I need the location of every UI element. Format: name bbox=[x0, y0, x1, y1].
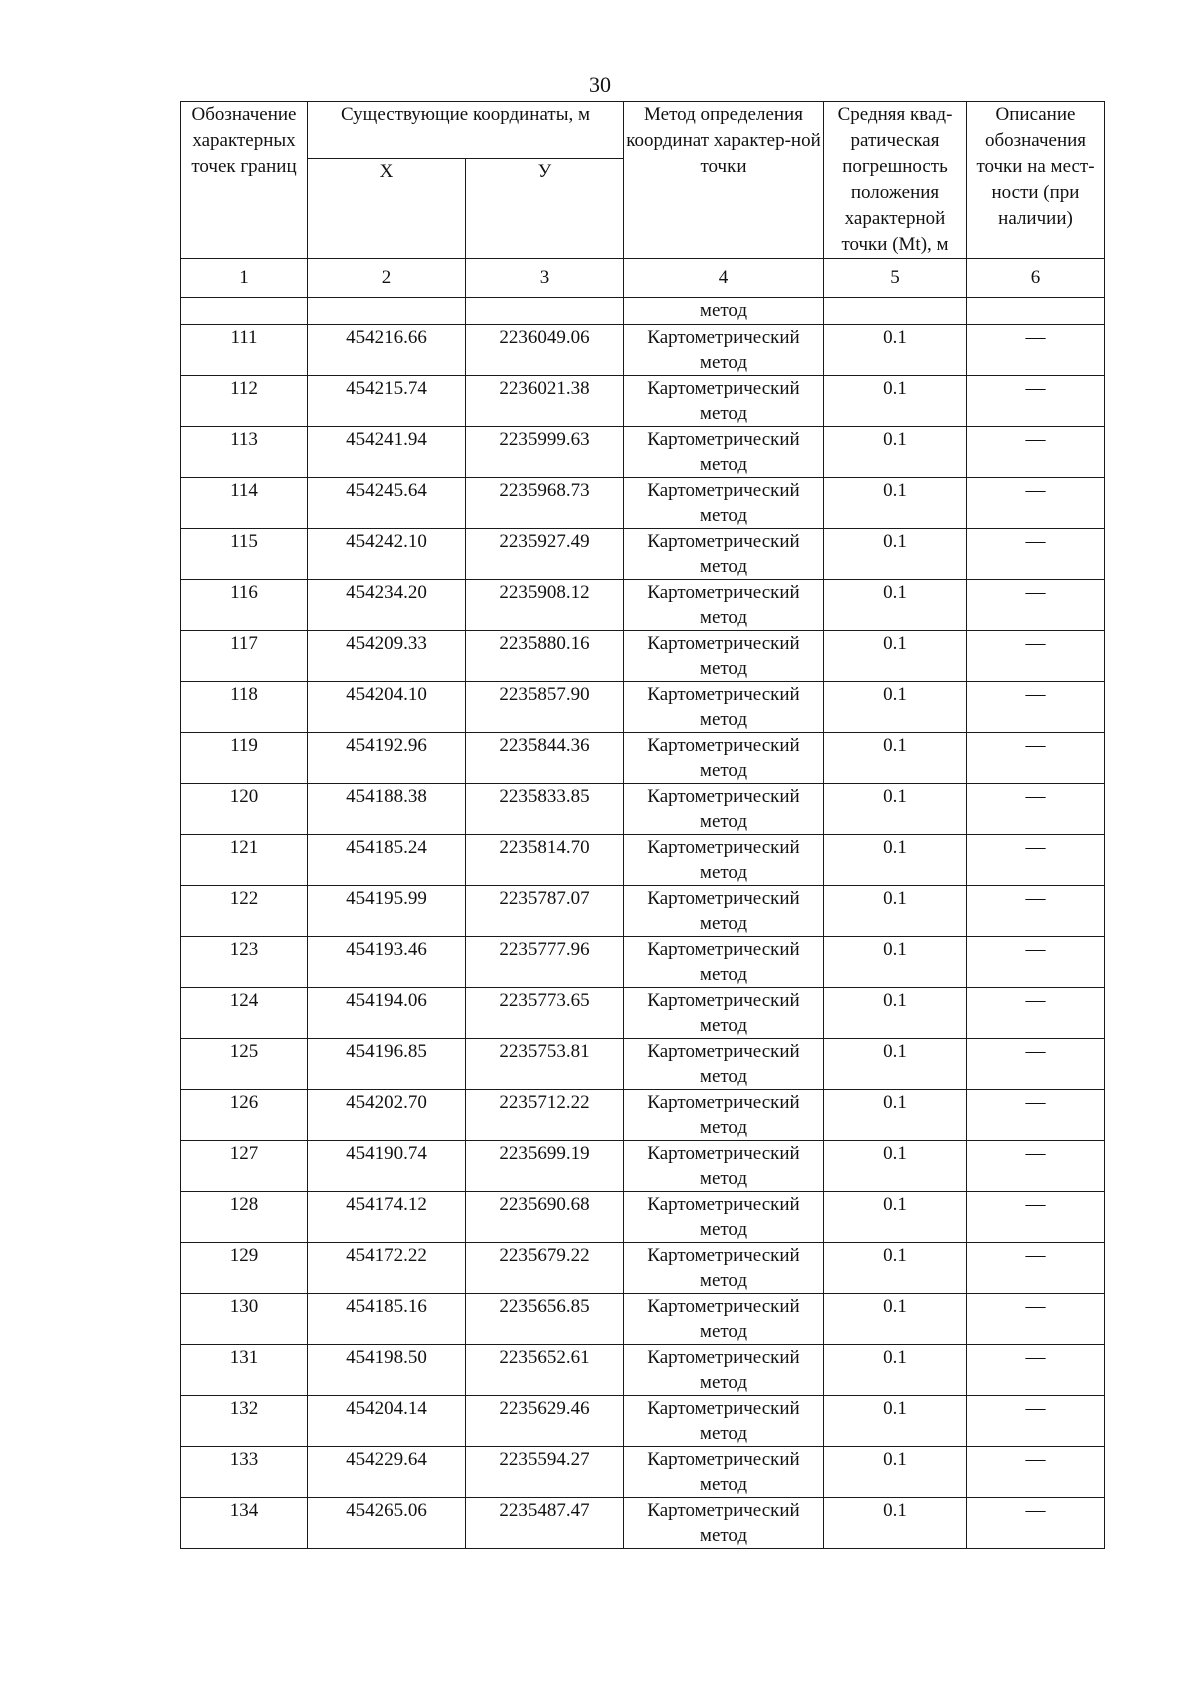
method-line-2: метод bbox=[699, 964, 748, 985]
method-cell bbox=[624, 1447, 824, 1498]
page-number: 30 bbox=[589, 72, 611, 97]
table-row bbox=[181, 325, 1105, 376]
error-cell: 0.1 bbox=[824, 937, 967, 988]
method-line-1: Картометрический bbox=[647, 990, 800, 1011]
table-row bbox=[181, 631, 1105, 682]
method-cell bbox=[624, 580, 824, 631]
point-number-cell: 113 bbox=[181, 427, 308, 478]
method-line-1: Картометрический bbox=[647, 1092, 800, 1113]
method-line-1: Картометрический bbox=[647, 1143, 800, 1164]
error-cell: 0.1 bbox=[824, 835, 967, 886]
method-cell bbox=[624, 1192, 824, 1243]
error-cell: 0.1 bbox=[824, 1141, 967, 1192]
coordinates-table bbox=[180, 101, 1105, 1549]
method-line-2: метод bbox=[699, 1117, 748, 1138]
coordinate-x-cell: 454198.50 bbox=[308, 1345, 466, 1396]
coordinate-x-cell: 454229.64 bbox=[308, 1447, 466, 1498]
method-cell bbox=[624, 1243, 824, 1294]
description-cell: — bbox=[967, 1498, 1105, 1549]
table-row bbox=[181, 1345, 1105, 1396]
coordinate-x-cell: 454196.85 bbox=[308, 1039, 466, 1090]
coordinate-y-cell: 2235652.61 bbox=[466, 1345, 624, 1396]
method-line-2: метод bbox=[699, 709, 748, 730]
method-cell bbox=[624, 376, 824, 427]
coordinate-x-cell: 454204.10 bbox=[308, 682, 466, 733]
description-cell: — bbox=[967, 1141, 1105, 1192]
description-cell: — bbox=[967, 478, 1105, 529]
error-cell: 0.1 bbox=[824, 1039, 967, 1090]
coordinate-y-cell: 2235927.49 bbox=[466, 529, 624, 580]
coordinate-y-cell: 2235857.90 bbox=[466, 682, 624, 733]
error-cell: 0.1 bbox=[824, 325, 967, 376]
point-number-cell: 130 bbox=[181, 1294, 308, 1345]
method-cell bbox=[624, 325, 824, 376]
table-row bbox=[181, 1294, 1105, 1345]
coordinate-y-cell: 2235777.96 bbox=[466, 937, 624, 988]
method-line-2: метод bbox=[699, 1474, 748, 1495]
method-line-1: Картометрический bbox=[647, 1347, 800, 1368]
table-row bbox=[181, 988, 1105, 1039]
coordinate-x-cell: 454202.70 bbox=[308, 1090, 466, 1141]
description-cell: — bbox=[967, 1090, 1105, 1141]
error-cell: 0.1 bbox=[824, 529, 967, 580]
coordinate-x-cell: 454174.12 bbox=[308, 1192, 466, 1243]
method-line-2: метод bbox=[699, 658, 748, 679]
coordinate-y-cell: 2236021.38 bbox=[466, 376, 624, 427]
error-cell: 0.1 bbox=[824, 1090, 967, 1141]
description-cell: — bbox=[967, 886, 1105, 937]
coordinate-y-cell: 2235656.85 bbox=[466, 1294, 624, 1345]
coordinate-y-cell: 2235712.22 bbox=[466, 1090, 624, 1141]
method-line-2: метод bbox=[699, 505, 748, 526]
table-row bbox=[181, 529, 1105, 580]
table-row bbox=[181, 1039, 1105, 1090]
method-line-2: метод bbox=[699, 1066, 748, 1087]
coordinate-y-cell: 2235999.63 bbox=[466, 427, 624, 478]
coordinate-x-cell: 454190.74 bbox=[308, 1141, 466, 1192]
method-line-1: Картометрический bbox=[647, 735, 800, 756]
coordinate-x-cell: 454185.16 bbox=[308, 1294, 466, 1345]
column-number: 1 bbox=[181, 259, 308, 298]
header-y: У bbox=[466, 159, 624, 259]
method-line-1: Картометрический bbox=[647, 1245, 800, 1266]
table-row bbox=[181, 733, 1105, 784]
coordinate-x-cell: 454215.74 bbox=[308, 376, 466, 427]
point-number-cell: 122 bbox=[181, 886, 308, 937]
header-x: X bbox=[308, 159, 466, 259]
error-cell: 0.1 bbox=[824, 580, 967, 631]
header-method: Метод определения координат характер-ной точки bbox=[624, 102, 824, 259]
description-cell: — bbox=[967, 784, 1105, 835]
error-cell: 0.1 bbox=[824, 427, 967, 478]
error-cell: 0.1 bbox=[824, 733, 967, 784]
method-cell bbox=[624, 988, 824, 1039]
method-line-1: Картометрический bbox=[647, 1296, 800, 1317]
description-cell: — bbox=[967, 988, 1105, 1039]
point-number-cell: 115 bbox=[181, 529, 308, 580]
method-line-2: метод bbox=[699, 760, 748, 781]
error-cell: 0.1 bbox=[824, 1294, 967, 1345]
method-cell bbox=[624, 1090, 824, 1141]
coordinate-y-cell: 2235594.27 bbox=[466, 1447, 624, 1498]
header-mean-square-error: Средняя квад-ратическая погрешность положения характерной точки (Mt), м bbox=[824, 102, 967, 259]
table-row bbox=[181, 1090, 1105, 1141]
description-cell: — bbox=[967, 1345, 1105, 1396]
method-cell bbox=[624, 529, 824, 580]
method-line-1: Картометрический bbox=[647, 531, 800, 552]
coordinate-x-cell: 454242.10 bbox=[308, 529, 466, 580]
table-row bbox=[181, 886, 1105, 937]
method-cell bbox=[624, 1294, 824, 1345]
coordinate-y-cell: 2236049.06 bbox=[466, 325, 624, 376]
point-number-cell: 126 bbox=[181, 1090, 308, 1141]
method-line-1: Картометрический bbox=[647, 1194, 800, 1215]
point-number-cell: 132 bbox=[181, 1396, 308, 1447]
description-cell: — bbox=[967, 427, 1105, 478]
method-line-2: метод bbox=[699, 1423, 748, 1444]
table-row bbox=[181, 835, 1105, 886]
method-line-1: Картометрический bbox=[647, 786, 800, 807]
coordinate-x-cell: 454241.94 bbox=[308, 427, 466, 478]
method-line-1: Картометрический bbox=[647, 1041, 800, 1062]
method-line-1: Картометрический bbox=[647, 684, 800, 705]
method-line-1: Картометрический bbox=[647, 480, 800, 501]
description-cell: — bbox=[967, 631, 1105, 682]
point-number-cell: 118 bbox=[181, 682, 308, 733]
error-cell: 0.1 bbox=[824, 988, 967, 1039]
header-point-designation: Обозначение характерных точек границ bbox=[181, 102, 308, 259]
point-number-cell: 129 bbox=[181, 1243, 308, 1294]
coordinate-y-cell: 2235679.22 bbox=[466, 1243, 624, 1294]
description-cell: — bbox=[967, 835, 1105, 886]
coordinate-x-cell: 454172.22 bbox=[308, 1243, 466, 1294]
method-line-2: метод bbox=[699, 1372, 748, 1393]
continuation-method-text: метод bbox=[624, 298, 824, 325]
continuation-row bbox=[181, 298, 1105, 325]
description-cell: — bbox=[967, 325, 1105, 376]
point-number-cell: 119 bbox=[181, 733, 308, 784]
table-row bbox=[181, 427, 1105, 478]
point-number-cell: 134 bbox=[181, 1498, 308, 1549]
error-cell: 0.1 bbox=[824, 784, 967, 835]
header-existing-coordinates: Существующие координаты, м bbox=[308, 102, 624, 159]
method-line-1: Картометрический bbox=[647, 327, 800, 348]
method-line-1: Картометрический bbox=[647, 939, 800, 960]
method-cell bbox=[624, 733, 824, 784]
description-cell: — bbox=[967, 1039, 1105, 1090]
method-line-1: Картометрический bbox=[647, 837, 800, 858]
error-cell: 0.1 bbox=[824, 376, 967, 427]
method-cell bbox=[624, 682, 824, 733]
method-line-2: метод bbox=[699, 556, 748, 577]
coordinate-y-cell: 2235844.36 bbox=[466, 733, 624, 784]
method-line-1: Картометрический bbox=[647, 1398, 800, 1419]
table-row bbox=[181, 376, 1105, 427]
coordinate-y-cell: 2235908.12 bbox=[466, 580, 624, 631]
method-line-2: метод bbox=[699, 913, 748, 934]
header-point-description: Описание обозначения точки на мест-ности (при наличии) bbox=[967, 102, 1105, 259]
method-line-1: Картометрический bbox=[647, 633, 800, 654]
method-line-2: метод bbox=[699, 352, 748, 373]
method-cell bbox=[624, 478, 824, 529]
method-cell bbox=[624, 1345, 824, 1396]
table-row bbox=[181, 478, 1105, 529]
point-number-cell: 127 bbox=[181, 1141, 308, 1192]
method-line-2: метод bbox=[699, 1270, 748, 1291]
coordinate-y-cell: 2235487.47 bbox=[466, 1498, 624, 1549]
point-number-cell: 117 bbox=[181, 631, 308, 682]
coordinate-x-cell: 454185.24 bbox=[308, 835, 466, 886]
point-number-cell: 124 bbox=[181, 988, 308, 1039]
description-cell: — bbox=[967, 1294, 1105, 1345]
table-row bbox=[181, 682, 1105, 733]
point-number-cell: 120 bbox=[181, 784, 308, 835]
method-cell bbox=[624, 784, 824, 835]
coordinate-y-cell: 2235773.65 bbox=[466, 988, 624, 1039]
method-line-2: метод bbox=[699, 862, 748, 883]
description-cell: — bbox=[967, 1243, 1105, 1294]
column-number: 5 bbox=[824, 259, 967, 298]
method-cell bbox=[624, 631, 824, 682]
method-line-1: Картометрический bbox=[647, 1500, 800, 1521]
coordinate-y-cell: 2235753.81 bbox=[466, 1039, 624, 1090]
method-cell bbox=[624, 835, 824, 886]
table-row bbox=[181, 1396, 1105, 1447]
description-cell: — bbox=[967, 1192, 1105, 1243]
method-cell bbox=[624, 937, 824, 988]
coordinate-y-cell: 2235968.73 bbox=[466, 478, 624, 529]
point-number-cell: 116 bbox=[181, 580, 308, 631]
method-line-1: Картометрический bbox=[647, 378, 800, 399]
method-line-2: метод bbox=[699, 403, 748, 424]
column-number: 2 bbox=[308, 259, 466, 298]
error-cell: 0.1 bbox=[824, 1243, 967, 1294]
method-line-2: метод bbox=[699, 1321, 748, 1342]
point-number-cell: 112 bbox=[181, 376, 308, 427]
coordinate-y-cell: 2235690.68 bbox=[466, 1192, 624, 1243]
error-cell: 0.1 bbox=[824, 1498, 967, 1549]
point-number-cell: 111 bbox=[181, 325, 308, 376]
method-cell bbox=[624, 1498, 824, 1549]
point-number-cell: 128 bbox=[181, 1192, 308, 1243]
error-cell: 0.1 bbox=[824, 631, 967, 682]
point-number-cell: 123 bbox=[181, 937, 308, 988]
method-line-1: Картометрический bbox=[647, 888, 800, 909]
error-cell: 0.1 bbox=[824, 682, 967, 733]
point-number-cell: 121 bbox=[181, 835, 308, 886]
method-line-1: Картометрический bbox=[647, 429, 800, 450]
description-cell: — bbox=[967, 733, 1105, 784]
column-number: 6 bbox=[967, 259, 1105, 298]
coordinate-x-cell: 454192.96 bbox=[308, 733, 466, 784]
method-line-2: метод bbox=[699, 1219, 748, 1240]
coordinate-y-cell: 2235814.70 bbox=[466, 835, 624, 886]
description-cell: — bbox=[967, 1396, 1105, 1447]
method-cell bbox=[624, 1141, 824, 1192]
method-line-2: метод bbox=[699, 1015, 748, 1036]
coordinate-x-cell: 454216.66 bbox=[308, 325, 466, 376]
coordinate-y-cell: 2235787.07 bbox=[466, 886, 624, 937]
error-cell: 0.1 bbox=[824, 886, 967, 937]
coordinate-x-cell: 454265.06 bbox=[308, 1498, 466, 1549]
coordinate-x-cell: 454195.99 bbox=[308, 886, 466, 937]
point-number-cell: 133 bbox=[181, 1447, 308, 1498]
table-row bbox=[181, 784, 1105, 835]
coordinate-x-cell: 454204.14 bbox=[308, 1396, 466, 1447]
method-cell bbox=[624, 427, 824, 478]
table-row bbox=[181, 1243, 1105, 1294]
table-row bbox=[181, 937, 1105, 988]
table-body bbox=[181, 298, 1105, 1549]
table-row bbox=[181, 1192, 1105, 1243]
method-cell bbox=[624, 1396, 824, 1447]
method-line-2: метод bbox=[699, 1168, 748, 1189]
coordinate-x-cell: 454234.20 bbox=[308, 580, 466, 631]
table-row bbox=[181, 1498, 1105, 1549]
coordinate-y-cell: 2235699.19 bbox=[466, 1141, 624, 1192]
method-line-1: Картометрический bbox=[647, 582, 800, 603]
description-cell: — bbox=[967, 580, 1105, 631]
coordinate-y-cell: 2235629.46 bbox=[466, 1396, 624, 1447]
point-number-cell: 125 bbox=[181, 1039, 308, 1090]
error-cell: 0.1 bbox=[824, 1447, 967, 1498]
coordinate-y-cell: 2235833.85 bbox=[466, 784, 624, 835]
column-number: 3 bbox=[466, 259, 624, 298]
description-cell: — bbox=[967, 682, 1105, 733]
description-cell: — bbox=[967, 1447, 1105, 1498]
table-row bbox=[181, 1141, 1105, 1192]
table-row bbox=[181, 580, 1105, 631]
error-cell: 0.1 bbox=[824, 1396, 967, 1447]
method-cell bbox=[624, 1039, 824, 1090]
table-row bbox=[181, 1447, 1105, 1498]
description-cell: — bbox=[967, 937, 1105, 988]
error-cell: 0.1 bbox=[824, 1192, 967, 1243]
description-cell: — bbox=[967, 376, 1105, 427]
error-cell: 0.1 bbox=[824, 1345, 967, 1396]
method-line-1: Картометрический bbox=[647, 1449, 800, 1470]
coordinate-x-cell: 454209.33 bbox=[308, 631, 466, 682]
column-number: 4 bbox=[624, 259, 824, 298]
method-line-2: метод bbox=[699, 1525, 748, 1546]
coordinate-x-cell: 454193.46 bbox=[308, 937, 466, 988]
description-cell: — bbox=[967, 529, 1105, 580]
point-number-cell: 114 bbox=[181, 478, 308, 529]
method-line-2: метод bbox=[699, 811, 748, 832]
method-line-2: метод bbox=[699, 454, 748, 475]
coordinate-x-cell: 454194.06 bbox=[308, 988, 466, 1039]
method-cell bbox=[624, 886, 824, 937]
coordinate-y-cell: 2235880.16 bbox=[466, 631, 624, 682]
coordinate-x-cell: 454245.64 bbox=[308, 478, 466, 529]
point-number-cell: 131 bbox=[181, 1345, 308, 1396]
coordinate-x-cell: 454188.38 bbox=[308, 784, 466, 835]
error-cell: 0.1 bbox=[824, 478, 967, 529]
method-line-2: метод bbox=[699, 607, 748, 628]
